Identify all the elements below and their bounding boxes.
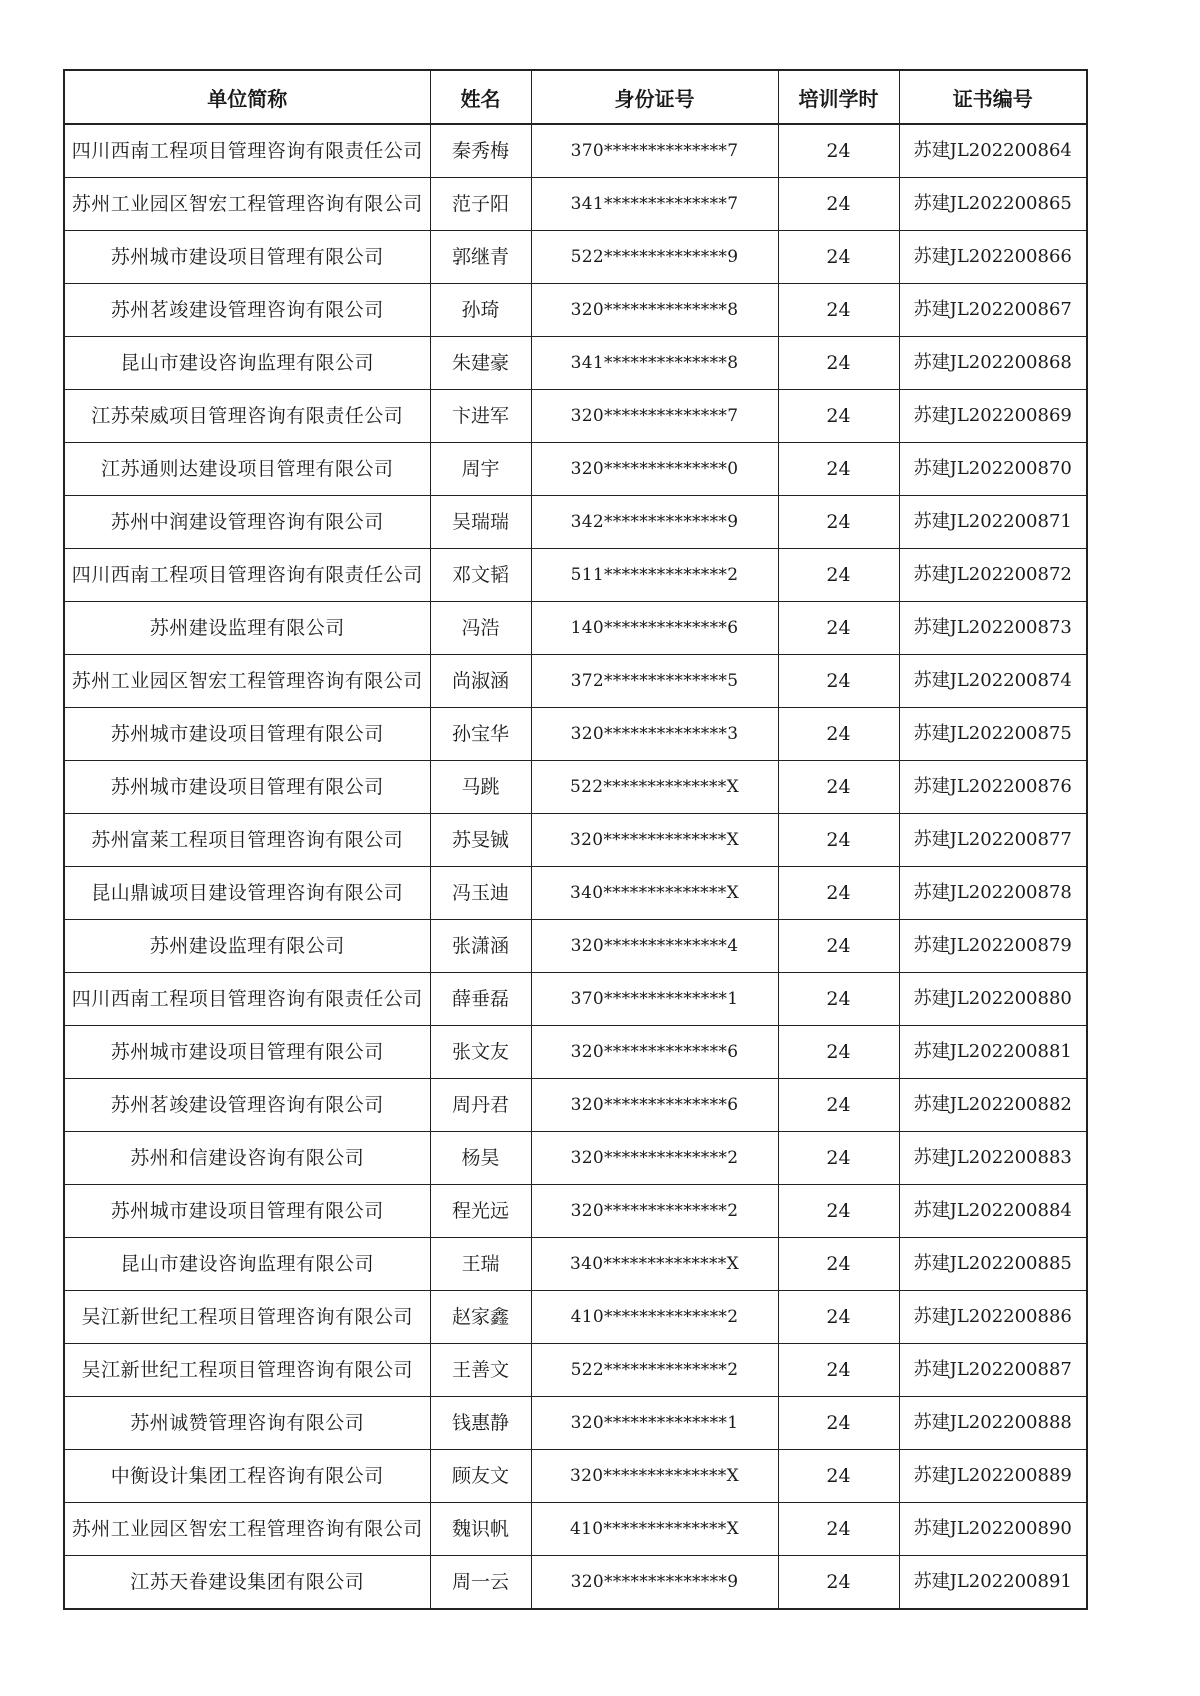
cell-id-number: 410**************X: [531, 1503, 778, 1556]
cell-training-hours: 24: [778, 1132, 899, 1185]
cell-certificate-no: 苏建JL202200877: [899, 814, 1087, 867]
cell-training-hours: 24: [778, 496, 899, 549]
cell-unit: 苏州城市建设项目管理有限公司: [64, 761, 430, 814]
table-row: [64, 1291, 1087, 1344]
table-row: [64, 337, 1087, 390]
table-row: [64, 1344, 1087, 1397]
cell-training-hours: 24: [778, 973, 899, 1026]
cell-name: 钱惠静: [430, 1397, 531, 1450]
table-row: [64, 867, 1087, 920]
cell-name: 魏识帆: [430, 1503, 531, 1556]
cell-certificate-no: 苏建JL202200869: [899, 390, 1087, 443]
cell-id-number: 320**************6: [531, 1079, 778, 1132]
cell-training-hours: 24: [778, 1291, 899, 1344]
cell-id-number: 340**************X: [531, 1238, 778, 1291]
cell-training-hours: 24: [778, 867, 899, 920]
cell-id-number: 320**************X: [531, 814, 778, 867]
cell-name: 苏旻铖: [430, 814, 531, 867]
table-row: [64, 284, 1087, 337]
cell-certificate-no: 苏建JL202200885: [899, 1238, 1087, 1291]
table-row: [64, 973, 1087, 1026]
document-sheet: [63, 69, 1086, 1610]
cell-training-hours: 24: [778, 1026, 899, 1079]
cell-unit: 苏州茗竣建设管理咨询有限公司: [64, 1079, 430, 1132]
cell-id-number: 341**************7: [531, 178, 778, 231]
cell-certificate-no: 苏建JL202200882: [899, 1079, 1087, 1132]
cell-name: 尚淑涵: [430, 655, 531, 708]
table-row: [64, 549, 1087, 602]
cell-name: 王瑞: [430, 1238, 531, 1291]
table-body: [64, 124, 1087, 1609]
cell-unit: 苏州工业园区智宏工程管理咨询有限公司: [64, 1503, 430, 1556]
table-row: [64, 443, 1087, 496]
cell-name: 冯玉迪: [430, 867, 531, 920]
cell-certificate-no: 苏建JL202200878: [899, 867, 1087, 920]
cell-name: 邓文韬: [430, 549, 531, 602]
cell-unit: 四川西南工程项目管理咨询有限责任公司: [64, 973, 430, 1026]
table-row: [64, 1397, 1087, 1450]
table-row: [64, 1079, 1087, 1132]
table-row: [64, 1185, 1087, 1238]
table-row: [64, 1238, 1087, 1291]
cell-training-hours: 24: [778, 708, 899, 761]
cell-training-hours: 24: [778, 1344, 899, 1397]
cell-id-number: 320**************X: [531, 1450, 778, 1503]
cell-id-number: 522**************2: [531, 1344, 778, 1397]
table-row: [64, 761, 1087, 814]
header-unit: 单位简称: [64, 70, 430, 124]
training-certificate-table: [63, 69, 1088, 1610]
cell-id-number: 320**************2: [531, 1185, 778, 1238]
cell-name: 程光远: [430, 1185, 531, 1238]
cell-id-number: 342**************9: [531, 496, 778, 549]
cell-training-hours: 24: [778, 1556, 899, 1610]
cell-unit: 四川西南工程项目管理咨询有限责任公司: [64, 549, 430, 602]
table-row: [64, 655, 1087, 708]
cell-name: 吴瑞瑞: [430, 496, 531, 549]
cell-training-hours: 24: [778, 124, 899, 178]
cell-id-number: 320**************7: [531, 390, 778, 443]
cell-name: 周丹君: [430, 1079, 531, 1132]
cell-unit: 昆山市建设咨询监理有限公司: [64, 337, 430, 390]
cell-unit: 苏州城市建设项目管理有限公司: [64, 1026, 430, 1079]
cell-certificate-no: 苏建JL202200865: [899, 178, 1087, 231]
cell-certificate-no: 苏建JL202200884: [899, 1185, 1087, 1238]
cell-training-hours: 24: [778, 602, 899, 655]
cell-name: 杨昊: [430, 1132, 531, 1185]
cell-training-hours: 24: [778, 1503, 899, 1556]
table-row: [64, 1503, 1087, 1556]
cell-certificate-no: 苏建JL202200871: [899, 496, 1087, 549]
cell-certificate-no: 苏建JL202200870: [899, 443, 1087, 496]
cell-unit: 苏州诚赞管理咨询有限公司: [64, 1397, 430, 1450]
cell-unit: 四川西南工程项目管理咨询有限责任公司: [64, 124, 430, 178]
cell-id-number: 320**************4: [531, 920, 778, 973]
cell-certificate-no: 苏建JL202200875: [899, 708, 1087, 761]
table-header: [64, 70, 1087, 124]
cell-name: 王善文: [430, 1344, 531, 1397]
cell-name: 朱建豪: [430, 337, 531, 390]
cell-unit: 苏州工业园区智宏工程管理咨询有限公司: [64, 178, 430, 231]
cell-certificate-no: 苏建JL202200879: [899, 920, 1087, 973]
cell-name: 孙琦: [430, 284, 531, 337]
cell-certificate-no: 苏建JL202200873: [899, 602, 1087, 655]
cell-training-hours: 24: [778, 1185, 899, 1238]
cell-name: 张潇涵: [430, 920, 531, 973]
cell-name: 冯浩: [430, 602, 531, 655]
cell-training-hours: 24: [778, 337, 899, 390]
cell-certificate-no: 苏建JL202200867: [899, 284, 1087, 337]
cell-name: 顾友文: [430, 1450, 531, 1503]
cell-id-number: 320**************1: [531, 1397, 778, 1450]
cell-certificate-no: 苏建JL202200890: [899, 1503, 1087, 1556]
cell-id-number: 410**************2: [531, 1291, 778, 1344]
cell-training-hours: 24: [778, 1450, 899, 1503]
table-row: [64, 814, 1087, 867]
cell-name: 孙宝华: [430, 708, 531, 761]
header-certificate-no: 证书编号: [899, 70, 1087, 124]
table-row: [64, 496, 1087, 549]
cell-certificate-no: 苏建JL202200881: [899, 1026, 1087, 1079]
cell-training-hours: 24: [778, 1079, 899, 1132]
cell-certificate-no: 苏建JL202200880: [899, 973, 1087, 1026]
cell-training-hours: 24: [778, 178, 899, 231]
cell-id-number: 370**************1: [531, 973, 778, 1026]
cell-name: 赵家鑫: [430, 1291, 531, 1344]
cell-unit: 苏州工业园区智宏工程管理咨询有限公司: [64, 655, 430, 708]
cell-certificate-no: 苏建JL202200891: [899, 1556, 1087, 1610]
table-row: [64, 1450, 1087, 1503]
cell-certificate-no: 苏建JL202200887: [899, 1344, 1087, 1397]
table-row: [64, 178, 1087, 231]
cell-name: 周宇: [430, 443, 531, 496]
cell-certificate-no: 苏建JL202200866: [899, 231, 1087, 284]
table-row: [64, 1556, 1087, 1610]
table-row: [64, 708, 1087, 761]
cell-unit: 昆山鼎诚项目建设管理咨询有限公司: [64, 867, 430, 920]
cell-unit: 江苏荣威项目管理咨询有限责任公司: [64, 390, 430, 443]
table-row: [64, 602, 1087, 655]
cell-training-hours: 24: [778, 284, 899, 337]
table-row: [64, 124, 1087, 178]
cell-unit: 苏州建设监理有限公司: [64, 920, 430, 973]
cell-name: 范子阳: [430, 178, 531, 231]
cell-certificate-no: 苏建JL202200868: [899, 337, 1087, 390]
cell-certificate-no: 苏建JL202200886: [899, 1291, 1087, 1344]
cell-certificate-no: 苏建JL202200883: [899, 1132, 1087, 1185]
cell-training-hours: 24: [778, 814, 899, 867]
cell-name: 秦秀梅: [430, 124, 531, 178]
header-id-number: 身份证号: [531, 70, 778, 124]
cell-name: 张文友: [430, 1026, 531, 1079]
table-row: [64, 920, 1087, 973]
cell-name: 周一云: [430, 1556, 531, 1610]
cell-training-hours: 24: [778, 443, 899, 496]
cell-unit: 苏州和信建设咨询有限公司: [64, 1132, 430, 1185]
cell-unit: 苏州富莱工程项目管理咨询有限公司: [64, 814, 430, 867]
cell-id-number: 320**************6: [531, 1026, 778, 1079]
header-name: 姓名: [430, 70, 531, 124]
header-row: [64, 70, 1087, 124]
cell-id-number: 522**************X: [531, 761, 778, 814]
table-row: [64, 1132, 1087, 1185]
cell-unit: 苏州城市建设项目管理有限公司: [64, 231, 430, 284]
cell-training-hours: 24: [778, 1238, 899, 1291]
cell-unit: 中衡设计集团工程咨询有限公司: [64, 1450, 430, 1503]
cell-id-number: 511**************2: [531, 549, 778, 602]
cell-unit: 吴江新世纪工程项目管理咨询有限公司: [64, 1344, 430, 1397]
cell-id-number: 320**************3: [531, 708, 778, 761]
cell-name: 卞进军: [430, 390, 531, 443]
cell-id-number: 140**************6: [531, 602, 778, 655]
cell-training-hours: 24: [778, 231, 899, 284]
cell-unit: 苏州城市建设项目管理有限公司: [64, 708, 430, 761]
cell-name: 马跳: [430, 761, 531, 814]
cell-id-number: 320**************9: [531, 1556, 778, 1610]
cell-unit: 苏州城市建设项目管理有限公司: [64, 1185, 430, 1238]
table-row: [64, 231, 1087, 284]
cell-name: 郭继青: [430, 231, 531, 284]
cell-id-number: 340**************X: [531, 867, 778, 920]
cell-unit: 江苏通则达建设项目管理有限公司: [64, 443, 430, 496]
cell-unit: 苏州茗竣建设管理咨询有限公司: [64, 284, 430, 337]
cell-certificate-no: 苏建JL202200876: [899, 761, 1087, 814]
cell-unit: 苏州中润建设管理咨询有限公司: [64, 496, 430, 549]
cell-name: 薛垂磊: [430, 973, 531, 1026]
cell-id-number: 341**************8: [531, 337, 778, 390]
cell-id-number: 320**************8: [531, 284, 778, 337]
cell-training-hours: 24: [778, 549, 899, 602]
cell-certificate-no: 苏建JL202200872: [899, 549, 1087, 602]
cell-id-number: 370**************7: [531, 124, 778, 178]
cell-certificate-no: 苏建JL202200889: [899, 1450, 1087, 1503]
cell-certificate-no: 苏建JL202200888: [899, 1397, 1087, 1450]
table-row: [64, 1026, 1087, 1079]
header-training-hours: 培训学时: [778, 70, 899, 124]
cell-unit: 江苏天眷建设集团有限公司: [64, 1556, 430, 1610]
cell-certificate-no: 苏建JL202200874: [899, 655, 1087, 708]
cell-certificate-no: 苏建JL202200864: [899, 124, 1087, 178]
cell-training-hours: 24: [778, 655, 899, 708]
cell-id-number: 372**************5: [531, 655, 778, 708]
cell-training-hours: 24: [778, 390, 899, 443]
cell-training-hours: 24: [778, 1397, 899, 1450]
cell-training-hours: 24: [778, 761, 899, 814]
cell-unit: 昆山市建设咨询监理有限公司: [64, 1238, 430, 1291]
cell-id-number: 320**************2: [531, 1132, 778, 1185]
cell-training-hours: 24: [778, 920, 899, 973]
cell-id-number: 522**************9: [531, 231, 778, 284]
cell-unit: 吴江新世纪工程项目管理咨询有限公司: [64, 1291, 430, 1344]
cell-id-number: 320**************0: [531, 443, 778, 496]
table-row: [64, 390, 1087, 443]
cell-unit: 苏州建设监理有限公司: [64, 602, 430, 655]
